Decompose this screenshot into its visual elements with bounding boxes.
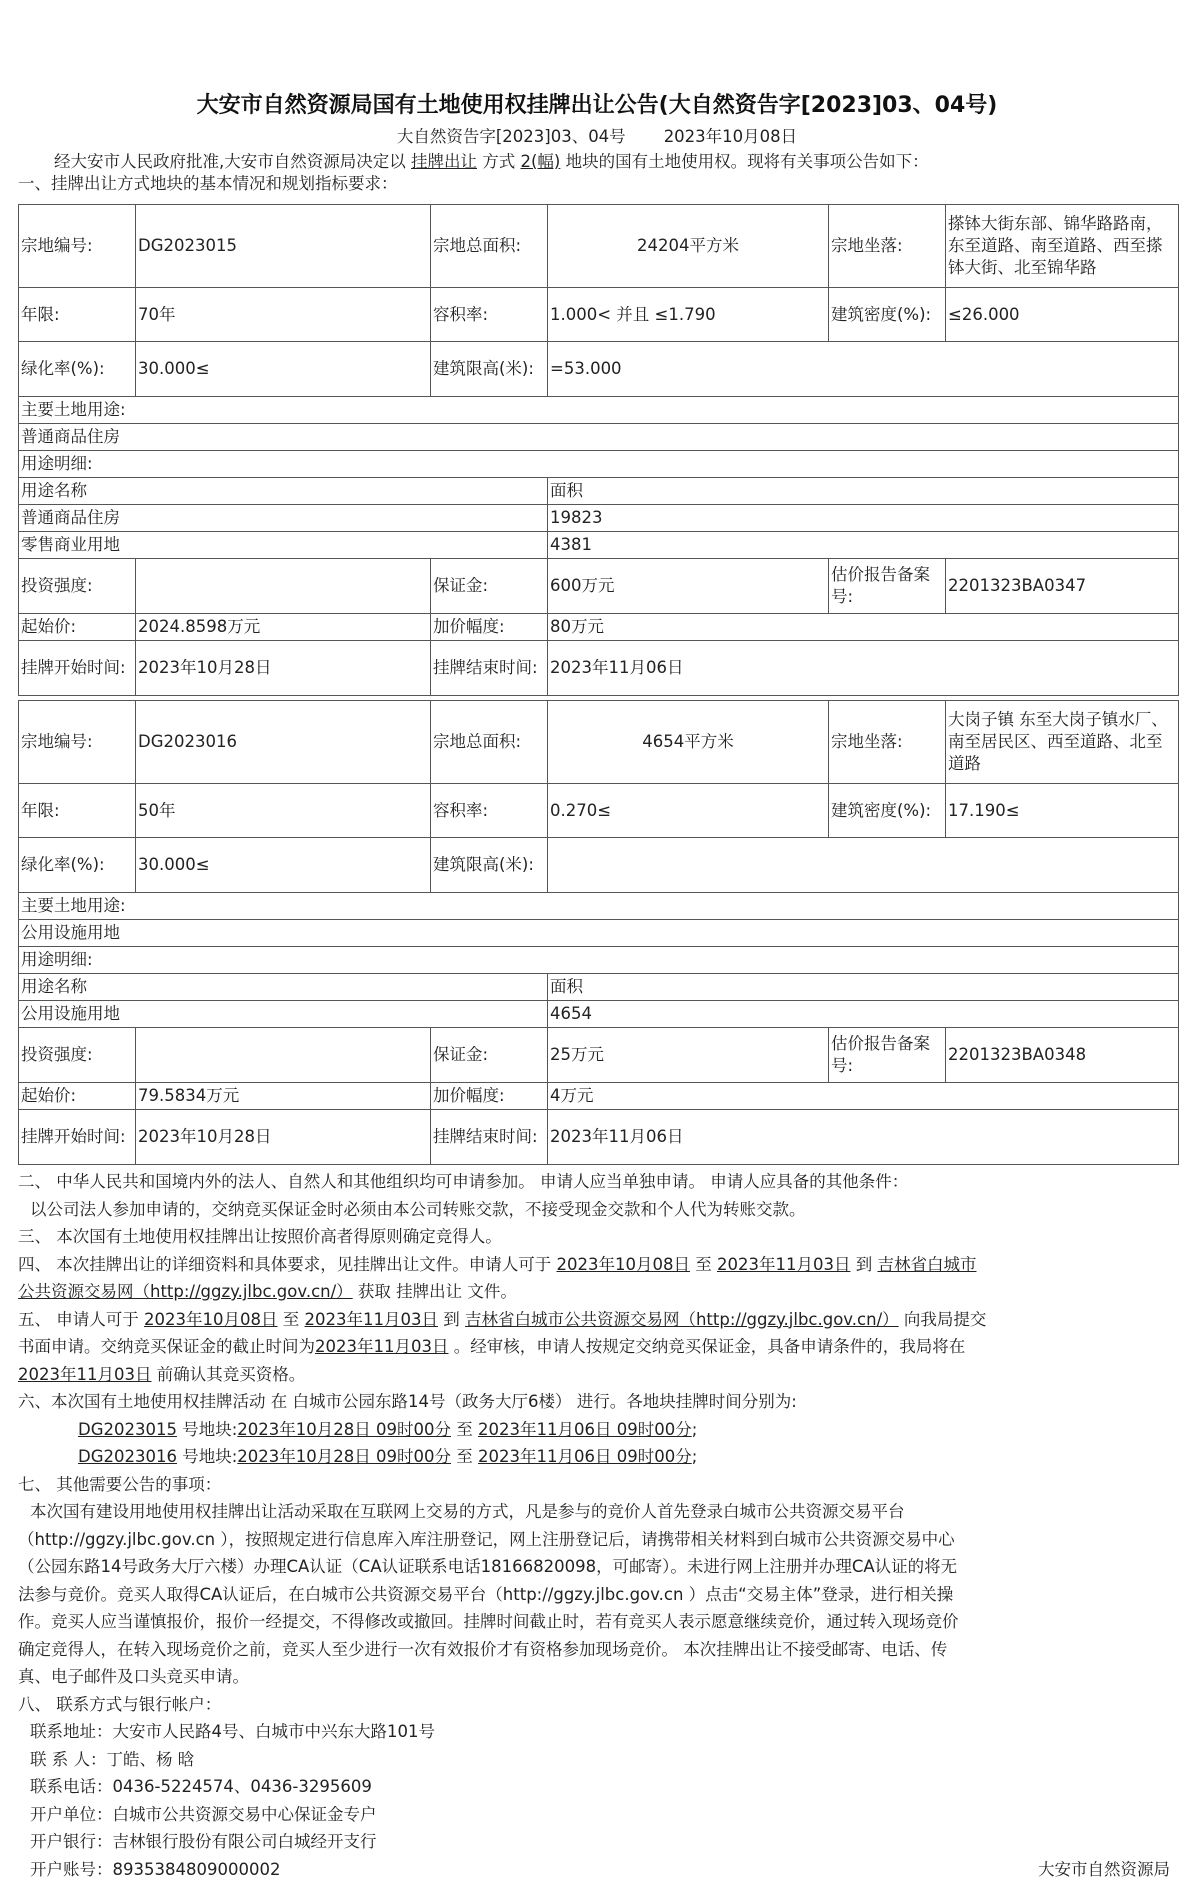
label-far: 容积率: <box>431 288 548 342</box>
section-6-item: DG2023016 号地块:2023年10月28日 09时00分 至 2023年11月06日 09时00分; <box>78 1447 698 1466</box>
use-name: 公用设施用地 <box>19 1001 548 1028</box>
section-7-line: 本次国有建设用地使用权挂牌出让活动采取在互联网上交易的方式，凡是参与的竞价人首先登录白城市公共资源交易平台 <box>30 1502 905 1521</box>
parcel-density: ≤26.000 <box>946 288 1179 342</box>
parcel-deposit: 25万元 <box>548 1028 829 1083</box>
contact-phone: 联系电话：0436-5224574、0436-3295609 <box>30 1777 372 1796</box>
parcel-no: DG2023015 <box>136 205 431 288</box>
section-8-heading: 八、 联系方式与银行帐户： <box>18 1694 222 1714</box>
s4-to-date: 2023年11月03日 <box>716 1254 851 1274</box>
label-location: 宗地坐落: <box>829 205 946 288</box>
label-height: 建筑限高(米): <box>431 342 548 397</box>
parcel-list-start: 2023年10月28日 <box>136 641 431 696</box>
label-list-start: 挂牌开始时间: <box>19 1110 136 1165</box>
label-years: 年限: <box>19 288 136 342</box>
parcel-table-1 <box>18 204 1179 696</box>
parcel-height <box>548 838 1179 893</box>
parcel-increment: 4万元 <box>548 1083 1179 1110</box>
label-area: 宗地总面积: <box>431 205 548 288</box>
parcel-location: 搽钵大街东部、锦华路路南，东至道路、南至道路、西至搽钵大街、北至锦华路 <box>946 205 1179 288</box>
label-invest: 投资强度: <box>19 559 136 614</box>
page-title: 大安市自然资源局国有土地使用权挂牌出让公告(大自然资告字[2023]03、04号) <box>196 93 998 118</box>
use-name-header: 用途名称 <box>19 974 548 1001</box>
label-location: 宗地坐落: <box>829 701 946 784</box>
parcel-area: 24204平方米 <box>548 205 829 288</box>
label-green: 绿化率(%): <box>19 342 136 397</box>
label-appraisal: 估价报告备案号: <box>829 1028 946 1083</box>
intro-text-post: 地块的国有土地使用权。现将有关事项公告如下： <box>565 152 929 171</box>
section-7-line: 作。竞买人应当谨慎报价，报价一经提交，不得修改或撤回。挂牌时间截止时，若有竞买人表示愿意继续竞价，通过转入现场竞价 <box>18 1612 959 1631</box>
section-5: 五、 申请人可于 2023年10月08日 至 2023年11月03日 到 吉林省白城市公共资源交易网（http://ggzy.jlbc.gov.cn/） 向我局提交 书面申请。交纳竞买保证金的截止时间为2023年11月03日 。经审核，申请人按规定交纳竞买保证金，具备申请条件的，我局将在 2023年11月03日 前确认其竞买资格。 <box>18 1309 987 1384</box>
section-7-line: 真、电子邮件及口头竞买申请。 <box>18 1667 249 1686</box>
parcel-main-use: 普通商品住房 <box>19 424 1179 451</box>
parcel-far: 1.000< 并且 ≤1.790 <box>548 288 829 342</box>
contact-person: 联 系 人：丁皓、杨 晗 <box>30 1749 195 1769</box>
label-start-price: 起始价: <box>19 614 136 641</box>
parcel-invest <box>136 559 431 614</box>
bank-name: 开户银行：吉林银行股份有限公司白城经开支行 <box>30 1832 377 1851</box>
section-4: 四、 本次挂牌出让的详细资料和具体要求，见挂牌出让文件。申请人可于 2023年10月08日 至 2023年11月03日 到 吉林省白城市 公共资源交易网（http://ggzy.jlbc.gov.cn/） 获取 挂牌出让 文件。 <box>18 1254 977 1301</box>
parcel-far: 0.270≤ <box>548 784 829 838</box>
section-1-heading: 一、挂牌出让方式地块的基本情况和规划指标要求： <box>18 174 398 193</box>
use-area: 19823 <box>548 505 1179 532</box>
label-list-end: 挂牌结束时间: <box>431 641 548 696</box>
parcel-list-start: 2023年10月28日 <box>136 1110 431 1165</box>
use-name: 零售商业用地 <box>19 532 548 559</box>
contact-address: 联系地址：大安市人民路4号、白城市中兴东大路101号 <box>30 1722 435 1741</box>
section-7-line: （http://ggzy.jlbc.gov.cn ），按照规定进行信息库入库注册登记，网上注册登记后，请携带相关材料到白城市公共资源交易中心 <box>18 1529 955 1549</box>
section-7-heading: 七、 其他需要公告的事项： <box>18 1474 222 1494</box>
section-7-line: 法参与竞价。竞买人取得CA认证后，在白城市公共资源交易平台（http://ggzy.jlbc.gov.cn ）点击“交易主体”登录，进行相关操 <box>18 1584 954 1604</box>
section-6-line-1: 六、本次国有土地使用权挂牌活动 在 白城市公园东路14号（政务大厅6楼） 进行。各地块挂牌时间分别为: <box>18 1392 797 1411</box>
label-increment: 加价幅度: <box>431 614 548 641</box>
label-start-price: 起始价: <box>19 1083 136 1110</box>
use-area: 4654 <box>548 1001 1179 1028</box>
label-invest: 投资强度: <box>19 1028 136 1083</box>
bank-unit: 开户单位：白城市公共资源交易中心保证金专户 <box>30 1804 377 1824</box>
section-6-item: DG2023015 号地块:2023年10月28日 09时00分 至 2023年11月06日 09时00分; <box>78 1419 698 1439</box>
section-2-line-1: 二、 中华人民共和国境内外的法人、自然人和其他组织均可申请参加。 申请人应当单独申请。 申请人应具备的其他条件： <box>18 1172 909 1191</box>
label-use-detail: 用途明细: <box>19 451 1179 478</box>
parcel-no: DG2023016 <box>136 701 431 784</box>
label-main-use: 主要土地用途: <box>19 397 1179 424</box>
section-7-line: 确定竞得人，在转入现场竞价之前，竞买人至少进行一次有效报价才有资格参加现场竞价。 本次挂牌出让不接受邮寄、电话、传 <box>18 1639 948 1659</box>
label-height: 建筑限高(米): <box>431 838 548 893</box>
intro-text: 经大安市人民政府批准,大安市自然资源局决定以 <box>54 152 406 171</box>
parcel-start-price: 79.5834万元 <box>136 1083 431 1110</box>
intro-text-mid: 方式 <box>482 152 516 171</box>
parcel-invest <box>136 1028 431 1083</box>
doc-number-line <box>18 126 1176 148</box>
parcel-main-use: 公用设施用地 <box>19 920 1179 947</box>
bank-account: 开户账号：8935384809000002 <box>30 1859 281 1879</box>
section-3: 三、 本次国有土地使用权挂牌出让按照价高者得原则确定竞得人。 <box>18 1227 502 1246</box>
intro-paragraph <box>18 151 1193 173</box>
label-appraisal: 估价报告备案号: <box>829 559 946 614</box>
label-list-start: 挂牌开始时间: <box>19 641 136 696</box>
s4-site-link-a[interactable]: 吉林省白城市 <box>877 1254 977 1274</box>
issuer-signature: 大安市自然资源局 <box>1038 1860 1170 1879</box>
parcel-years: 50年 <box>136 784 431 838</box>
use-name-header: 用途名称 <box>19 478 548 505</box>
doc-date: 2023年10月08日 <box>663 127 798 146</box>
parcel-table-2 <box>18 700 1179 1165</box>
label-use-detail: 用途明细: <box>19 947 1179 974</box>
use-area-header: 面积 <box>548 478 1179 505</box>
section-7-line: （公园东路14号政务大厅六楼）办理CA认证（CA认证联系电话18166820098，可邮寄）。未进行网上注册并办理CA认证的将无 <box>18 1557 958 1576</box>
label-green: 绿化率(%): <box>19 838 136 893</box>
s5-deadline: 2023年11月03日 <box>315 1337 449 1356</box>
label-far: 容积率: <box>431 784 548 838</box>
parcel-list-end: 2023年11月06日 <box>548 1110 1179 1165</box>
parcel-list-end: 2023年11月06日 <box>548 641 1179 696</box>
s5-confirm-date: 2023年11月03日 <box>18 1364 152 1384</box>
label-main-use: 主要土地用途: <box>19 893 1179 920</box>
s5-to-date: 2023年11月03日 <box>304 1309 438 1329</box>
section-2-line-2: 以公司法人参加申请的，交纳竞买保证金时必须由本公司转账交款，不接受现金交款和个人代为转账交款。 <box>30 1199 806 1219</box>
parcel-years: 70年 <box>136 288 431 342</box>
s5-site-link[interactable]: 吉林省白城市公共资源交易网（http://ggzy.jlbc.gov.cn/） <box>464 1309 899 1329</box>
label-deposit: 保证金: <box>431 1028 548 1083</box>
label-area: 宗地总面积: <box>431 701 548 784</box>
s5-from-date: 2023年10月08日 <box>144 1309 278 1329</box>
doc-number: 大自然资告字[2023]03、04号 <box>396 127 626 146</box>
s4-from-date: 2023年10月08日 <box>556 1254 690 1274</box>
intro-method: 挂牌出让 <box>411 152 477 171</box>
parcel-appraisal: 2201323BA0347 <box>946 559 1179 614</box>
label-density: 建筑密度(%): <box>829 784 946 838</box>
parcel-area: 4654平方米 <box>548 701 829 784</box>
use-name: 普通商品住房 <box>19 505 548 532</box>
s4-site-link-b[interactable]: 公共资源交易网（http://ggzy.jlbc.gov.cn/） <box>18 1282 353 1301</box>
label-list-end: 挂牌结束时间: <box>431 1110 548 1165</box>
label-density: 建筑密度(%): <box>829 288 946 342</box>
parcel-density: 17.190≤ <box>946 784 1179 838</box>
use-area-header: 面积 <box>548 974 1179 1001</box>
parcel-green: 30.000≤ <box>136 838 431 893</box>
use-area: 4381 <box>548 532 1179 559</box>
parcel-green: 30.000≤ <box>136 342 431 397</box>
parcel-location: 大岗子镇 东至大岗子镇水厂、南至居民区、西至道路、北至道路 <box>946 701 1179 784</box>
intro-count: 2(幅) <box>520 152 561 171</box>
label-years: 年限: <box>19 784 136 838</box>
label-increment: 加价幅度: <box>431 1083 548 1110</box>
label-deposit: 保证金: <box>431 559 548 614</box>
parcel-deposit: 600万元 <box>548 559 829 614</box>
parcel-height: =53.000 <box>548 342 1179 397</box>
notice-body <box>18 1168 1178 1883</box>
parcel-increment: 80万元 <box>548 614 1179 641</box>
label-parcel-no: 宗地编号: <box>19 205 136 288</box>
parcel-start-price: 2024.8598万元 <box>136 614 431 641</box>
parcel-appraisal: 2201323BA0348 <box>946 1028 1179 1083</box>
label-parcel-no: 宗地编号: <box>19 701 136 784</box>
